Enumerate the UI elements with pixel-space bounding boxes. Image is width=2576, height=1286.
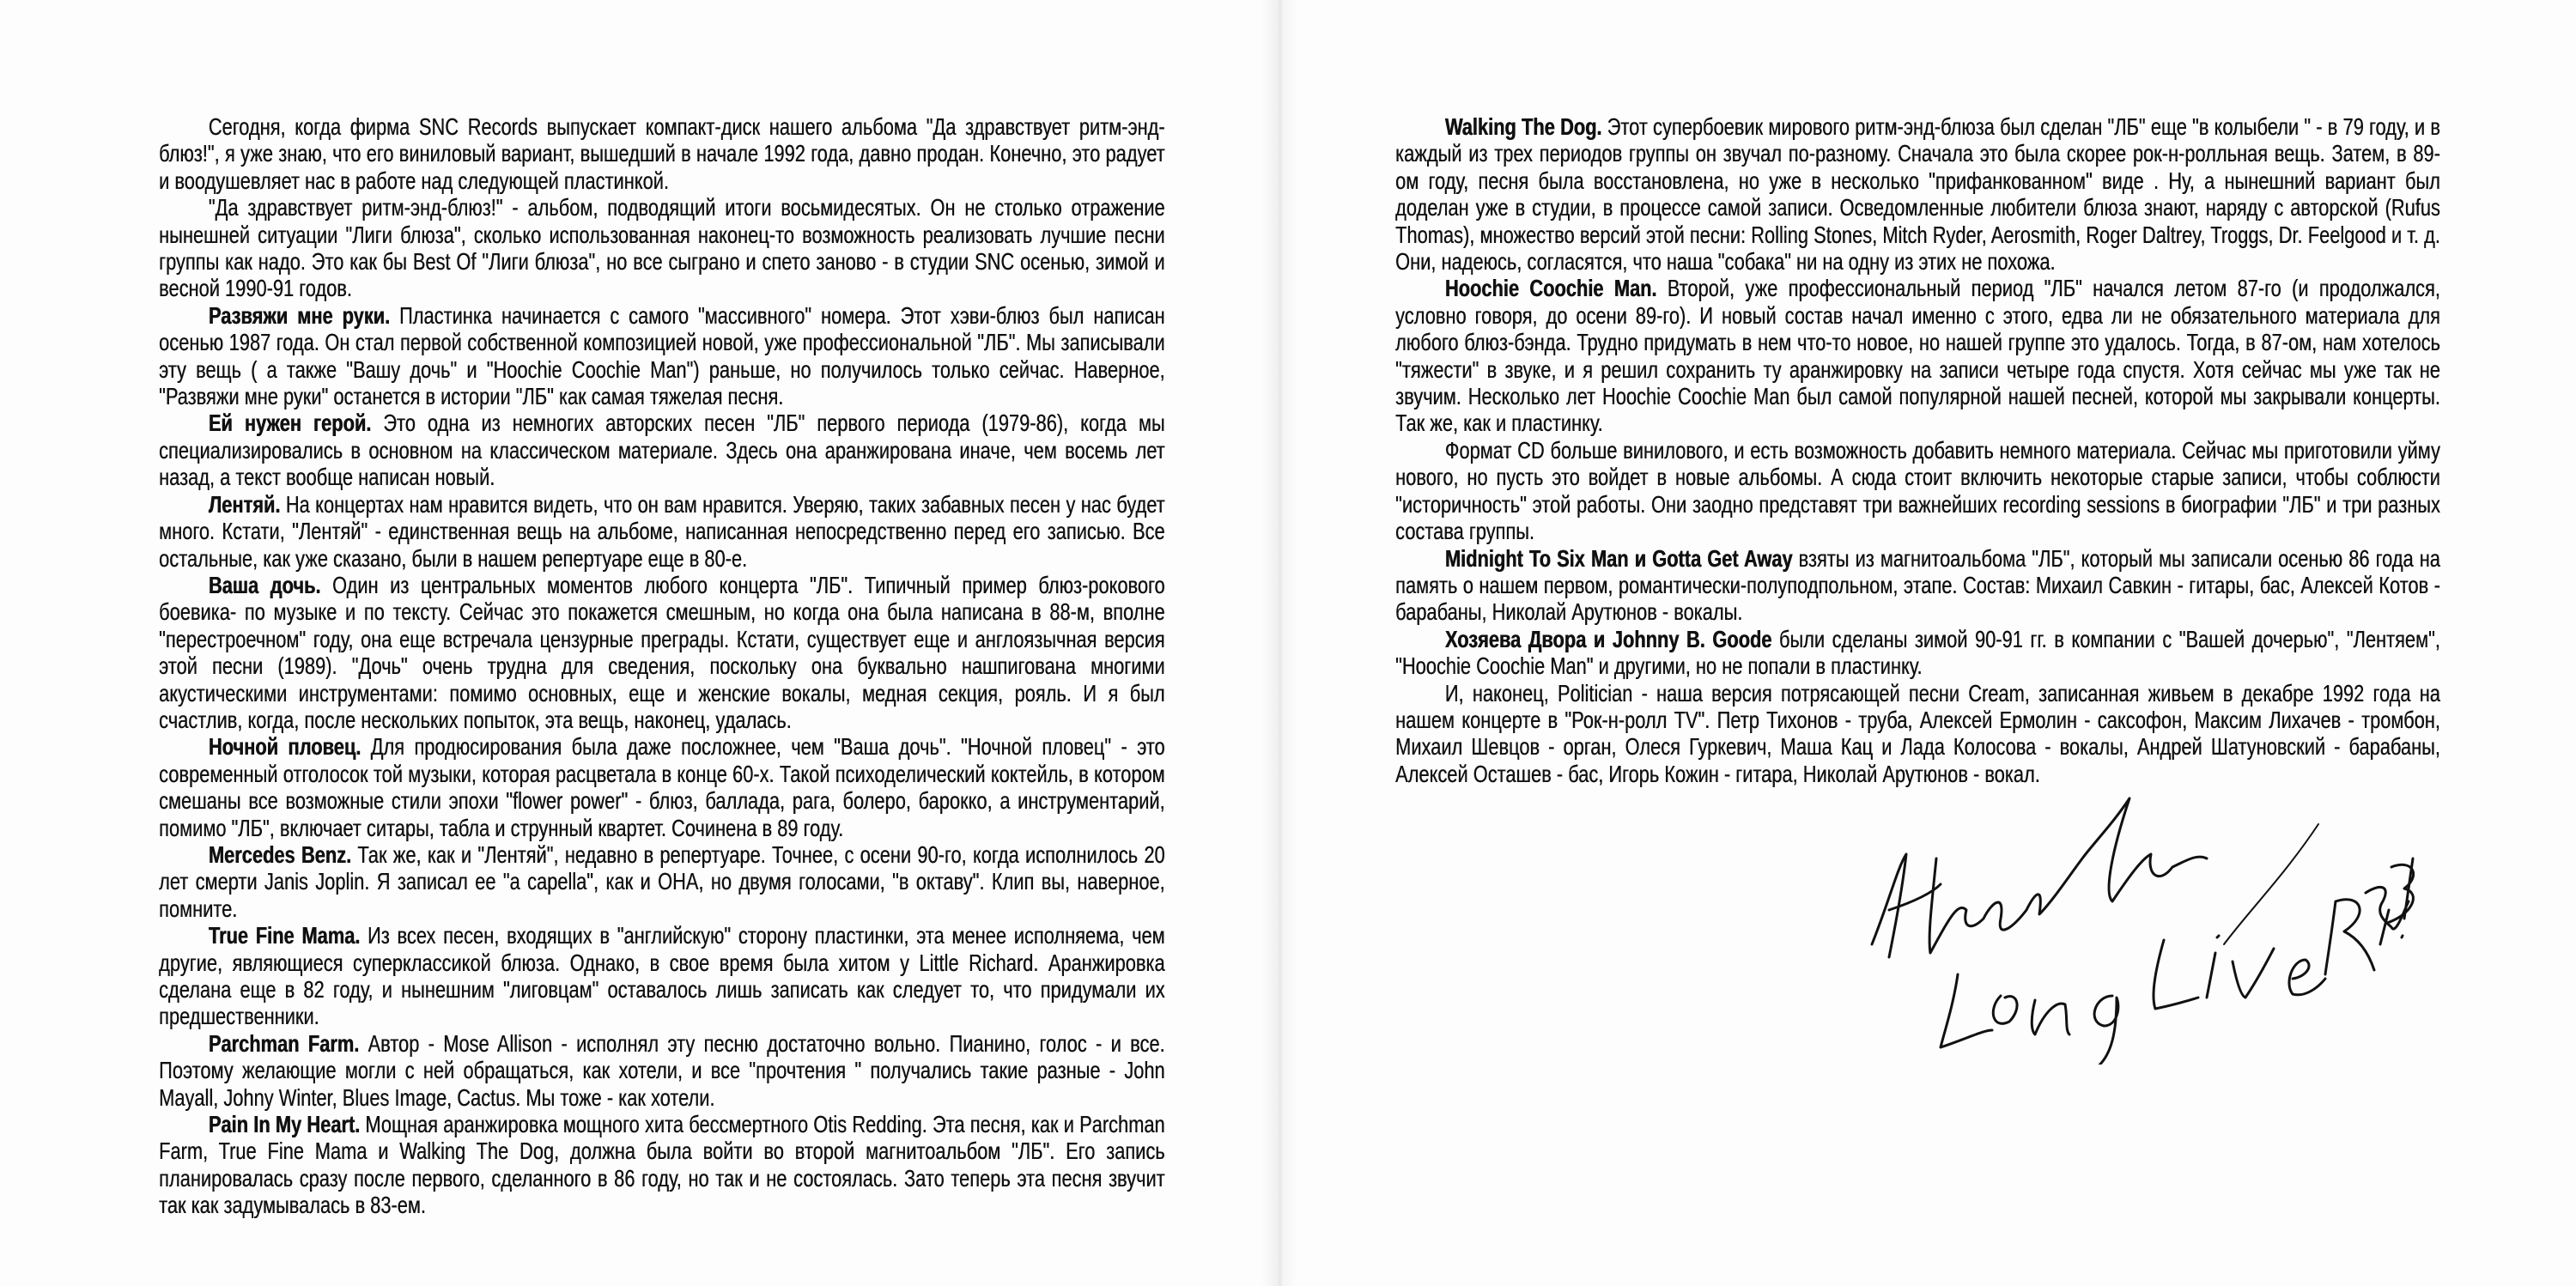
- paragraph-politician: И, наконец, Politician - наша версия потрясающей песни Cream, записанная живьем в декабре 1992 года на нашем концерте в "Рок-н-ролл TV". Петр Тихонов - труба, Алексей Ермолин - саксофон, Максим Лихачев - тромбон, Михаил Шевцов - орган, Олеся Гуркевич, Маша Кац и Лада Колосова - вокалы, Андрей Шатуновский - барабаны, Алексей Осташев - бас, Игорь Кожин - гитара, Николай Арутюнов - вокал.: [1395, 679, 2440, 787]
- paragraph-song: Развяжи мне руки. Пластинка начинается с самого "массивного" номера. Этот хэви-блюз был написан осенью 1987 года. Он стал первой собственной композицией новой, уже профессиональной "ЛБ". Мы записывали эту вещь ( а также "Вашу дочь" и "Hoochie Coochie Man") раньше, но получилось только сейчас. Наверное, "Развяжи мне руки" останется в истории "ЛБ" как самая тяжелая песня.: [159, 301, 1165, 410]
- page-fold: [1261, 0, 1298, 1286]
- handwritten-signature: [1855, 773, 2421, 1065]
- paragraph-song: Ночной пловец. Для продюсирования была даже посложнее, чем "Ваша дочь". "Ночной пловец" - это современный отголосок той музыки, которая расцветала в конце 60-х. Такой психоделический коктейль, в котором смешаны все возможные стили эпохи "flower power" - блюз, баллада, рага, болеро, барокко, а инструментарий, помимо "ЛБ", включает ситары, табла и струнный квартет. Сочинена в 89 году.: [159, 733, 1165, 841]
- paragraph-song: Midnight To Six Man и Gotta Get Away взяты из магнитоальбома "ЛБ", который мы записали осенью 86 года на память о нашем первом, романтически-полуподпольном, этапе. Состав: Михаил Савкин - гитары, бас, Алексей Котов - барабаны, Николай Арутюнов - вокалы.: [1395, 544, 2440, 626]
- paragraph-intro: Сегодня, когда фирма SNC Records выпускает компакт-диск нашего альбома "Да здравствует ритм-энд-блюз!", я уже знаю, что его виниловый вариант, вышедший в начале 1992 года, давно продан. Конечно, это радует и воодушевляет нас в работе над следующей пластинкой.: [159, 113, 1165, 194]
- paragraph-song: Pain In My Heart. Мощная аранжировка мощного хита бессмертного Otis Redding. Эта песня, как и Parchman Farm, True Fine Mama и Walking The Dog, должна была войти во второй магнитоальбом "ЛБ". Его запись планировалась сразу после первого, сделанного в 86 году, но так и не состоялась. Зато теперь эта песня звучит так как задумывалась в 83-ем.: [159, 1111, 1165, 1219]
- paragraph-song: Parchman Farm. Автор - Mose Allison - исполнял эту песню достаточно вольно. Пианино, голос - и все. Поэтому желающие могли с ней обращаться, как хотели, и все "прочтения " получались такие разные - John Mayall, Johny Winter, Blues Image, Cactus. Мы тоже - как хотели.: [159, 1029, 1165, 1111]
- paragraph-song: Hoochie Coochie Man. Второй, уже профессиональный период "ЛБ" начался летом 87-го (и продолжался, условно говоря, до осени 89-го). И новый состав начал именно с этого, едва ли не обязательного материала для любого блюз-бэнда. Трудно придумать в нем что-то новое, но нашей группе это удалось. Тогда, в 87-ом, нам хотелось "тяжести" в звуке, и я решил сохранить ту аранжировку на записи четыре года спустя. Хотя сейчас мы уже так не звучим. Несколько лет Hoochie Coochie Man был самой популярной нашей песней, которой мы закрывали концерты. Так же, как и пластинку.: [1395, 275, 2440, 437]
- paragraph-album: "Да здравствует ритм-энд-блюз!" - альбом, подводящий итоги восьмидесятых. Он не столько отражение нынешней ситуации "Лиги блюза", сколько использованная наконец-то возможность реализовать лучшие песни группы как надо. Это как бы Best Of "Лиги блюза", но все сыграно и спето заново - в студии SNC осенью, зимой и весной 1990-91 годов.: [159, 194, 1165, 302]
- paragraph-song: Walking The Dog. Этот супербоевик мирового ритм-энд-блюза был сделан "ЛБ" еще "в колыбели " - в 79 году, и в каждый из трех периодов группы он звучал по-разному. Сначала это была скорее рок-н-ролльная вещь. Затем, в 89-ом году, песня была восстановлена, но уже в несколько "прифанкованном" виде . Ну, а нынешний вариант был доделан уже в студии, в процессе самой записи. Осведомленные любители блюза знают, наряду с авторской (Rufus Thomas), множество версий этой песни: Rolling Stones, Mitch Ryder, Aerosmith, Roger Daltrey, Troggs, Dr. Feelgood и т. д. Они, надеюсь, согласятся, что наша "собака" ни на одну из этих не похожа.: [1395, 113, 2440, 276]
- paragraph-song: Ваша дочь. Один из центральных моментов любого концерта "ЛБ". Типичный пример блюз-рокового боевика- по музыке и по тексту. Сейчас это покажется смешным, но когда она была написана в 88-м, вполне "перестроечном" году, она еще встречала цензурные преграды. Кстати, существует еще и англоязычная версия этой песни (1989). "Дочь" очень трудна для сведения, поскольку она буквально нашпигована многими акустическими инструментами: помимо основных, еще и женские вокалы, медная секция, рояль. И я был счастлив, когда, после нескольких попыток, эта вещь, наконец, удалась.: [159, 571, 1165, 733]
- paragraph-cd-format: Формат CD больше винилового, и есть возможность добавить немного материала. Сейчас мы приготовили уйму нового, но пусть это войдет в новые альбомы. А сюда стоит включить некоторые старые записи, чтобы соблюсти "историчность" этой работы. Они заодно представят три важнейших recording sessions в биографии "ЛБ" и три разных состава группы.: [1395, 436, 2440, 545]
- paragraph-song: Mercedes Benz. Так же, как и "Лентяй", недавно в репертуаре. Точнее, с осени 90-го, когда исполнилось 20 лет смерти Janis Joplin. Я записал ее "a capella", как и ОНА, но двумя голосами, "в октаву". Клип вы, наверное, помните.: [159, 840, 1165, 922]
- paragraph-song: Ей нужен герой. Это одна из немногих авторских песен "ЛБ" первого периода (1979-86), когда мы специализировались в основном на классическом материале. Здесь она аранжирована иначе, чем восемь лет назад, а текст вообще написан новый.: [159, 409, 1165, 491]
- right-page-text: [1395, 113, 2440, 787]
- paragraph-song: Лентяй. На концертах нам нравится видеть, что он вам нравится. Уверяю, таких забавных песен у нас будет много. Кстати, "Лентяй" - единственная вещь на альбоме, написанная непосредственно перед его записью. Все остальные, как уже сказано, были в нашем репертуаре еще в 80-е.: [159, 490, 1165, 572]
- paragraph-song: Хозяева Двора и Johnny B. Goode были сделаны зимой 90-91 гг. в компании с "Вашей дочерью", "Лентяем", "Hoochie Coochie Man" и другими, но не попали в пластинку.: [1395, 625, 2440, 680]
- left-page-text: [159, 113, 1165, 1219]
- paragraph-song: True Fine Mama. Из всех песен, входящих в "английскую" сторону пластинки, эта менее исполняема, чем другие, являющиеся суперклассикой блюза. Однако, в свое время была хитом у Little Richard. Аранжировка сделана еще в 82 году, и нынешним "лиговцам" оставалось лишь записать как следует то, что придумали их предшественники.: [159, 922, 1165, 1030]
